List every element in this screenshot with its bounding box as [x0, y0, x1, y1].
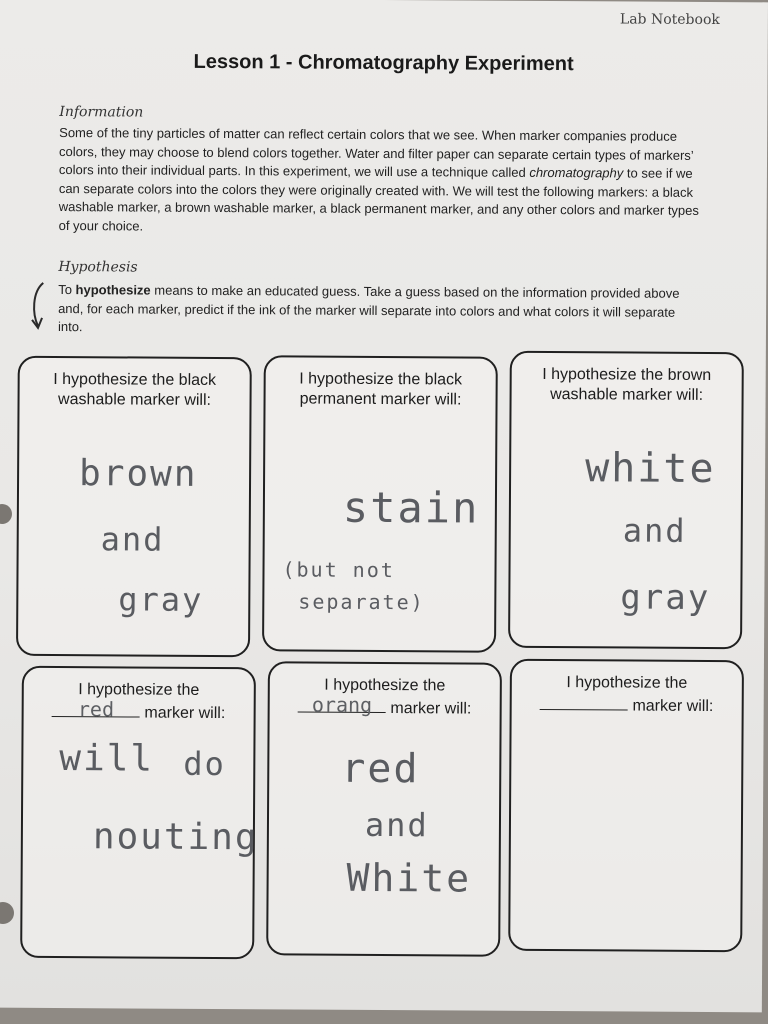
prompt-line: washable marker will: [550, 386, 704, 404]
information-heading: Information [59, 104, 144, 121]
handwritten-answer: will [59, 738, 155, 780]
hypothesize-term: hypothesize [75, 282, 151, 298]
prompt-suffix: marker will: [632, 697, 714, 716]
handwritten-answer: stain [342, 482, 480, 533]
page-title: Lesson 1 - Chromatography Experiment [193, 50, 574, 76]
handwritten-answer: gray [620, 577, 711, 619]
handwritten-answer: and [622, 511, 687, 550]
box-prompt [518, 365, 736, 406]
hypothesis-box-orange[interactable] [266, 661, 502, 956]
prompt-line: permanent marker will: [299, 390, 462, 409]
handwritten-answer: and [100, 520, 165, 559]
hypothesis-box-black-washable[interactable] [16, 356, 252, 657]
hypothesis-box-red[interactable] [20, 666, 259, 959]
marker-color-blank[interactable] [298, 692, 386, 717]
handwritten-answer: gray [118, 580, 204, 619]
box-prompt [271, 369, 489, 410]
handwritten-answer: white [585, 445, 716, 493]
hypothesis-text-after: means to make an educated guess. Take a guess based on the information provided above and, for each marker, predict if the ink of the marker will separate into colors and what colors it will separate into. [57, 282, 680, 335]
handwritten-answer: White [346, 855, 472, 901]
information-text-before: Some of the tiny particles of matter can reflect certain colors that we see. When marker companies produce colors, they may choose to blend colors together. Water and filter paper can separate certain types of markers’ colors into their individual parts. In this experiment, we will use a technique called [58, 125, 694, 180]
prompt-line-with-blank [30, 697, 248, 724]
prompt-suffix: marker will: [144, 704, 226, 723]
hypothesis-paragraph [58, 281, 703, 340]
prompt-line: I hypothesize the [78, 681, 200, 699]
running-head: Lab Notebook [619, 11, 720, 29]
curved-arrow-icon [28, 280, 50, 332]
prompt-line: I hypothesize the brown [542, 365, 712, 385]
prompt-suffix: marker will: [390, 700, 472, 718]
information-text-after: to see if we can separate colors into the colors they were originally created with. We will test the following markers: a black washable marker, a brown washable marker, a black permanent marker, and any other colors and marker types of your choice. [58, 165, 699, 234]
box-prompt [276, 675, 494, 719]
box-prompt [518, 673, 736, 717]
prompt-line: I hypothesize the [566, 674, 688, 692]
information-paragraph [59, 124, 710, 239]
box-prompt [30, 680, 248, 724]
hypothesis-heading: Hypothesis [58, 259, 138, 276]
handwritten-answer: red [341, 745, 420, 793]
handwritten-answer: separate) [298, 589, 425, 615]
handwritten-answer: nouting [92, 816, 259, 859]
marker-color-blank[interactable] [52, 697, 140, 722]
hypothesis-box-blank[interactable] [508, 659, 744, 952]
handwritten-answer: and [364, 805, 429, 845]
handwritten-answer: brown [78, 453, 198, 495]
hypothesis-box-black-permanent[interactable] [262, 355, 498, 652]
chromatography-term: chromatography [529, 164, 624, 181]
prompt-line: I hypothesize the black [299, 370, 463, 389]
prompt-line-with-blank [276, 692, 494, 719]
box-prompt [25, 370, 243, 411]
handwritten-blank: red [77, 697, 115, 722]
prompt-line: I hypothesize the black [53, 370, 217, 389]
prompt-line: washable marker will: [58, 391, 212, 409]
handwritten-answer: do [183, 744, 226, 784]
handwritten-blank: orang [311, 692, 373, 717]
hypothesis-text-before: To [58, 282, 76, 298]
marker-color-blank[interactable] [540, 693, 628, 711]
handwritten-blank [540, 712, 628, 713]
hypothesis-box-brown-washable[interactable] [508, 351, 744, 649]
prompt-line: I hypothesize the [324, 676, 446, 695]
handwritten-answer: (but not [282, 557, 395, 583]
prompt-line-with-blank [518, 693, 736, 717]
